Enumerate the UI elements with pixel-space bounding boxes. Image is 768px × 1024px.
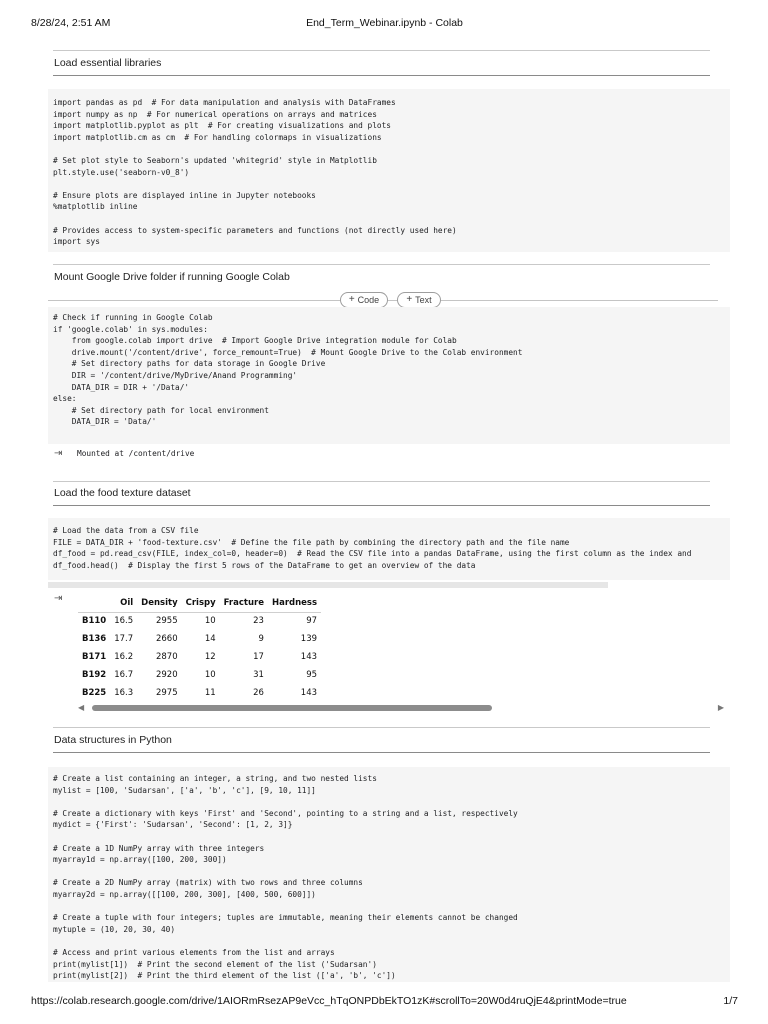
- code-cell-load-csv[interactable]: [48, 518, 730, 580]
- output-toggle-icon[interactable]: ⇥: [54, 448, 63, 459]
- markdown-mount-drive: Mount Google Drive folder if running Google Colab: [54, 271, 290, 283]
- table-cell: 9: [258, 634, 264, 644]
- table-cell: 2975: [155, 688, 178, 698]
- index-header: [78, 594, 110, 612]
- code-load-csv[interactable]: # Load the data from a CSV file FILE = DATA_DIR + 'food-texture.csv' # Define the file path by combining the directory path and the file name df_food = pd.read_csv(FILE, index_col=0, header=0) # Read the CSV file into a pandas DataFrame, using the first column as the index and df_food.head() # Display the first 5 rows of the DataFrame to get an overview of the data: [53, 526, 692, 570]
- cell-divider: [53, 727, 710, 728]
- dataframe-table: [78, 594, 321, 702]
- plus-icon: +: [348, 294, 355, 305]
- add-text-cell-button[interactable]: [397, 292, 441, 308]
- table-cell: 10: [204, 670, 216, 680]
- print-url: https://colab.research.google.com/drive/1AIORmRsezAP9eVcc_hTqONPDbEkTO1zK#scrollTo=20W0d4ruQjE4&printMode=true: [31, 995, 627, 1007]
- table-cell: 17.7: [114, 634, 134, 644]
- table-cell: 31: [253, 670, 264, 680]
- table-cell: 16.3: [114, 688, 134, 698]
- scroll-right-icon[interactable]: ▶: [717, 703, 724, 712]
- column-header: Crispy: [182, 594, 220, 612]
- table-cell: 95: [306, 670, 318, 680]
- table-cell: 14: [204, 634, 216, 644]
- table-cell: 97: [306, 616, 318, 627]
- column-header: Oil: [110, 594, 137, 612]
- code-cell-structures[interactable]: [48, 767, 730, 982]
- table-cell: 26: [253, 688, 264, 698]
- table-cell: 139: [300, 634, 318, 644]
- print-title: End_Term_Webinar.ipynb - Colab: [306, 17, 463, 29]
- row-index: B225: [82, 688, 107, 698]
- row-index: B136: [82, 634, 107, 644]
- add-text-label: Text: [415, 295, 432, 305]
- code-imports[interactable]: import pandas as pd # For data manipulation and analysis with DataFrames import numpy as np # For numerical operations on arrays and matrices import matplotlib.pyplot as plt # For creating visualizations and plots import matplotlib.cm as cm # For handling colormaps in visualizations # Set plot style to Seaborn's updated 'whitegrid' style in Matplotlib plt.style.use('seaborn-v0_8') # Ensure plots are displayed inline in Jupyter notebooks %matplotlib inline # Provides access to system-specific parameters and functions (not directly used here) import sys: [53, 98, 457, 247]
- table-row: [78, 684, 321, 702]
- code-drive[interactable]: # Check if running in Google Colab if 'google.colab' in sys.modules: from google.colab import drive # Import Google Drive integration module for Colab drive.mount('/content/drive', force_remount=True) # Mount Google Drive to the Colab environment # Set directory paths for data storage in Google Drive DIR = '/content/drive/MyDrive/Anand Programming' DATA_DIR = DIR + '/Data/' else: # Set directory path for local environment DATA_DIR = 'Data/': [53, 313, 523, 427]
- column-header: Fracture: [220, 594, 268, 612]
- print-footer: [31, 995, 738, 1009]
- plus-icon: +: [406, 294, 413, 305]
- table-cell: 10: [204, 616, 216, 627]
- table-header-row: [78, 594, 321, 612]
- table-row: [78, 666, 321, 684]
- table-cell: 143: [300, 652, 318, 662]
- table-cell: 12: [204, 652, 216, 662]
- heading-underline: [53, 75, 710, 76]
- table-cell: 2660: [155, 634, 178, 644]
- cell-divider: [53, 481, 710, 482]
- code-horizontal-scrollbar[interactable]: [48, 582, 608, 588]
- print-header: [31, 17, 738, 31]
- table-cell: 23: [253, 616, 264, 627]
- table-cell: 11: [204, 688, 216, 698]
- output-toggle-icon[interactable]: ⇥: [54, 593, 63, 604]
- column-header: Density: [137, 594, 181, 612]
- row-index: B171: [82, 652, 107, 662]
- column-header: Hardness: [268, 594, 321, 612]
- heading-underline: [53, 505, 710, 506]
- table-cell: 2870: [155, 652, 178, 662]
- table-cell: 16.5: [114, 616, 134, 627]
- cell-divider: [53, 264, 710, 265]
- heading-underline: [53, 752, 710, 753]
- markdown-load-libraries: Load essential libraries: [54, 57, 162, 69]
- table-row: [78, 648, 321, 666]
- code-cell-imports[interactable]: [48, 89, 730, 252]
- table-row: [78, 630, 321, 648]
- output-drive-mounted: Mounted at /content/drive: [77, 449, 195, 458]
- table-cell: 2955: [155, 616, 178, 627]
- add-code-cell-button[interactable]: [340, 292, 388, 308]
- add-code-label: Code: [357, 295, 380, 305]
- table-cell: 143: [300, 688, 318, 698]
- markdown-data-structures: Data structures in Python: [54, 734, 172, 746]
- table-horizontal-scrollbar[interactable]: [78, 704, 724, 712]
- scroll-left-icon[interactable]: ◀: [78, 703, 85, 712]
- print-page-number: 1/7: [723, 995, 738, 1007]
- row-index: B110: [82, 616, 107, 627]
- table-cell: 16.7: [114, 670, 134, 680]
- code-cell-drive[interactable]: [48, 307, 730, 444]
- table-row: [78, 612, 321, 630]
- table-cell: 2920: [155, 670, 178, 680]
- cell-divider: [53, 50, 710, 51]
- row-index: B192: [82, 670, 107, 680]
- code-structures[interactable]: # Create a list containing an integer, a string, and two nested lists mylist = [100, 'Sudarsan', ['a', 'b', 'c'], [9, 10, 11]] # Create a dictionary with keys 'First' and 'Second', pointing to a string and a list, respectively mydict = {'First': 'Sudarsan', 'Second': [1, 2, 3]} # Create a 1D NumPy array with three integers myarray1d = np.array([100, 200, 300]) # Create a 2D NumPy array (matrix) with two rows and three columns myarray2d = np.array([[100, 200, 300], [400, 500, 600]]) # Create a tuple with four integers; tuples are immutable, meaning their elements cannot be changed mytuple = (10, 20, 30, 40) # Access and print various elements from the list and arrays print(mylist[1]) # Print the second element of the list ('Sudarsan') print(mylist[2]) # Print the third element of the list (['a', 'b', 'c']): [53, 774, 518, 981]
- print-date: 8/28/24, 2:51 AM: [31, 17, 111, 29]
- table-cell: 17: [253, 652, 264, 662]
- markdown-load-dataset: Load the food texture dataset: [54, 487, 191, 499]
- scrollbar-thumb[interactable]: [92, 705, 492, 711]
- table-cell: 16.2: [114, 652, 134, 662]
